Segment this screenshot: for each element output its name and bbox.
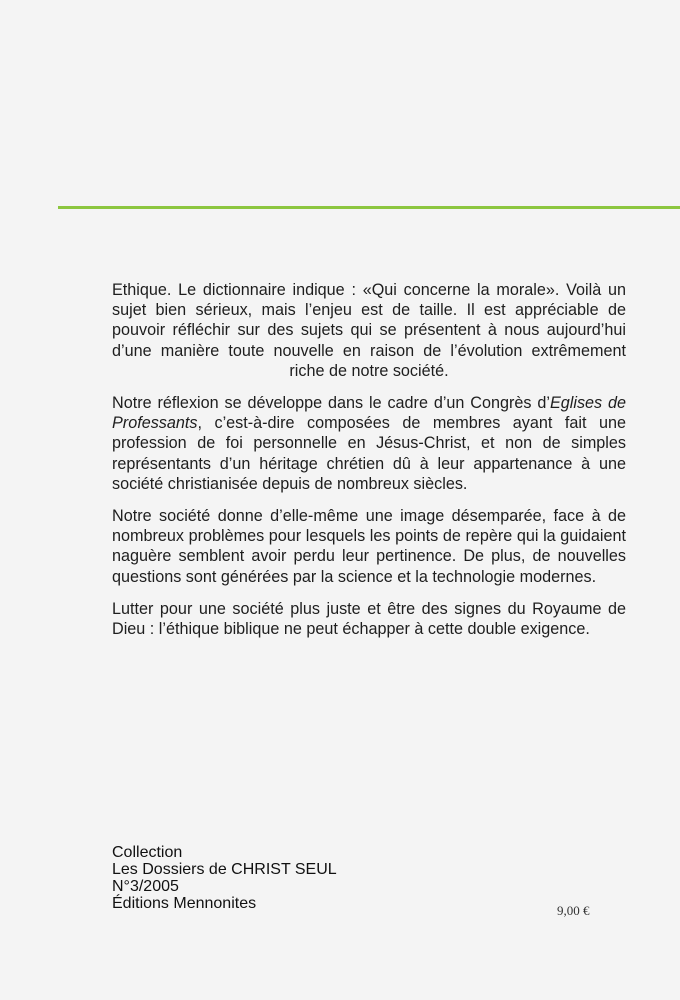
back-cover-blurb xyxy=(112,280,626,651)
issue-number: N°3/2005 xyxy=(112,878,179,895)
blurb-paragraph-1: Ethique. Le dictionnaire indique : «Qui concerne la morale». Voilà un sujet bien sérieux, mais l’enjeu est de taille. Il est appréciable de pouvoir réfléchir sur des sujets qui se présentent à nous aujourd’hui d’une manière toute nouvelle en raison de l’évolution extrêmement riche de notre société. xyxy=(112,281,626,380)
blurb-paragraph-2 xyxy=(112,393,626,494)
blurb-paragraph-2-italic: Eglises de Professants xyxy=(112,394,627,433)
blurb-paragraph-3: Notre société donne d’elle-même une image désemparée, face à de nombreux problèmes pour lesquels les points de repère qui la guidaient naguère semblent avoir perdu leur pertinence. De plus, de nouvelles questions sont générées par la science et la technologie modernes. xyxy=(112,507,626,586)
blurb-paragraph-2-start: Notre réflexion se développe dans le cadre d’un Congrès d’ xyxy=(112,394,550,413)
blurb-paragraph-2-end: , c’est-à-dire composées de membres ayant fait une profession de foi personnelle en Jésus-Christ, et non de simples représentants d’un héritage chrétien dû à leur appartenance à une société christianisée depuis de nombreux siècles. xyxy=(112,414,626,493)
colophon xyxy=(112,844,337,912)
collection-label: Collection xyxy=(112,844,183,861)
price-label: 9,00 € xyxy=(557,903,590,918)
collection-name: Les Dossiers de CHRIST SEUL xyxy=(112,861,337,878)
publisher: Éditions Mennonites xyxy=(112,895,257,912)
green-divider-line xyxy=(58,206,680,209)
blurb-paragraph-4: Lutter pour une société plus juste et être des signes du Royaume de Dieu : l’éthique biblique ne peut échapper à cette double exigence. xyxy=(112,599,626,639)
